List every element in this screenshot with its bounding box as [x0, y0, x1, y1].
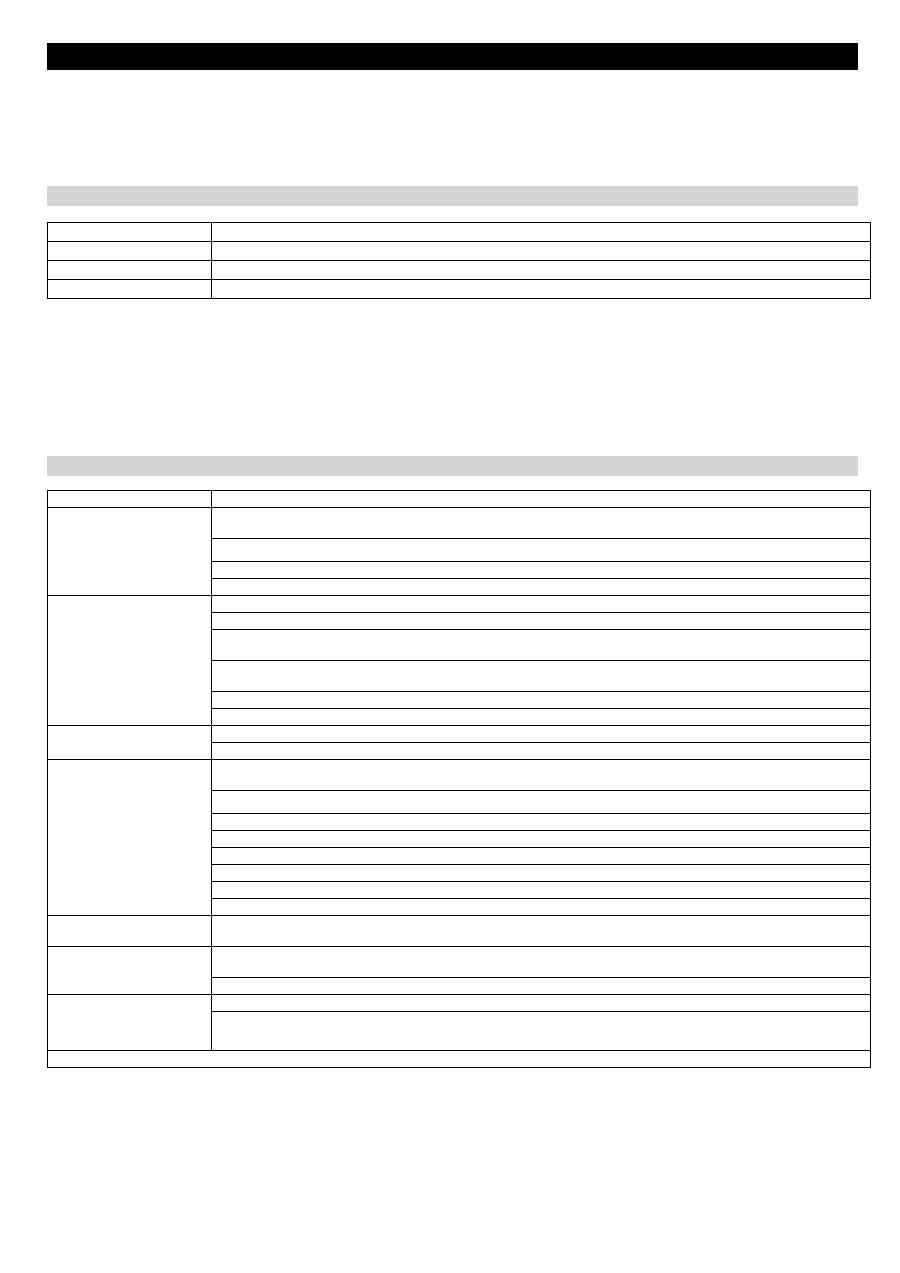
- row-value: [212, 1012, 871, 1051]
- section-heading-2: [47, 456, 858, 476]
- row-value: [212, 630, 871, 661]
- row-value: [212, 613, 871, 630]
- row-value: [212, 539, 871, 562]
- table-header-row: [48, 491, 871, 508]
- row-value: [212, 579, 871, 596]
- row-value: [212, 223, 871, 242]
- row-label: [48, 223, 212, 242]
- header-label: [48, 491, 212, 508]
- row-value: [212, 791, 871, 814]
- table-row: [48, 995, 871, 1012]
- row-value: [212, 814, 871, 831]
- row-label: [48, 280, 212, 299]
- row-value: [212, 596, 871, 613]
- row-label: [48, 261, 212, 280]
- row-value: [212, 947, 871, 978]
- table-row: [48, 726, 871, 743]
- row-value: [212, 743, 871, 760]
- row-value: [212, 709, 871, 726]
- group-label: [48, 995, 212, 1051]
- table-row: [48, 223, 871, 242]
- header-value: [212, 491, 871, 508]
- specification-table-primary: [47, 222, 871, 299]
- table-row: [48, 508, 871, 539]
- group-label: [48, 596, 212, 726]
- table-row: [48, 242, 871, 261]
- table-row: [48, 947, 871, 978]
- row-value: [212, 831, 871, 848]
- row-value: [212, 280, 871, 299]
- row-value: [212, 995, 871, 1012]
- group-label: [48, 508, 212, 596]
- row-value: [212, 692, 871, 709]
- row-value: [212, 978, 871, 995]
- table-row: [48, 916, 871, 947]
- group-label: [48, 916, 212, 947]
- table-row: [48, 596, 871, 613]
- row-value: [212, 508, 871, 539]
- row-value: [212, 661, 871, 692]
- row-value: [212, 848, 871, 865]
- table-footnote-row: [48, 1051, 871, 1068]
- row-value: [212, 865, 871, 882]
- specification-table-secondary: [47, 490, 871, 1068]
- row-value: [212, 760, 871, 791]
- table-row: [48, 261, 871, 280]
- footnote-text: [48, 1051, 871, 1068]
- row-value: [212, 261, 871, 280]
- group-label: [48, 947, 212, 995]
- group-label: [48, 726, 212, 760]
- section-heading-1: [47, 186, 858, 206]
- row-value: [212, 726, 871, 743]
- row-value: [212, 242, 871, 261]
- table-row: [48, 280, 871, 299]
- row-value: [212, 899, 871, 916]
- document-title-bar: [47, 43, 858, 70]
- table-row: [48, 760, 871, 791]
- row-value: [212, 882, 871, 899]
- row-value: [212, 562, 871, 579]
- row-value: [212, 916, 871, 947]
- group-label: [48, 760, 212, 916]
- row-label: [48, 242, 212, 261]
